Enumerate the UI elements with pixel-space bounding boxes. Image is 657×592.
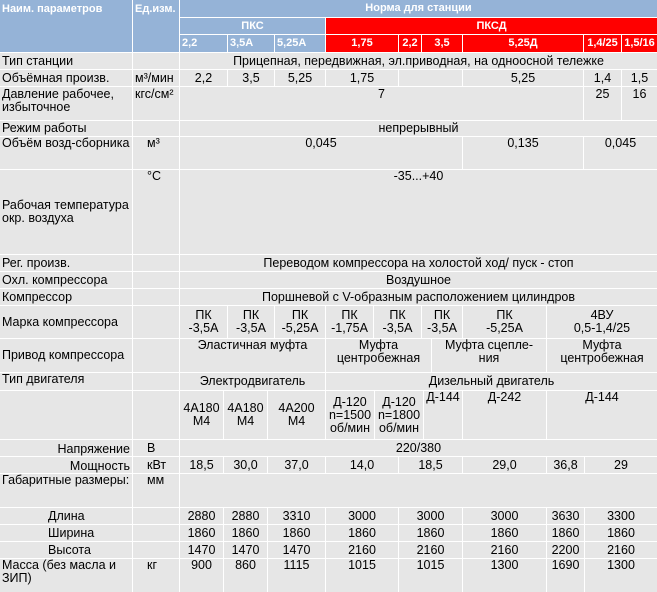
mass-value: 1300	[463, 559, 546, 592]
mark-model: -5,25А	[486, 321, 523, 335]
length-value: 3300	[585, 508, 657, 524]
unit-temperature: °С	[133, 170, 179, 254]
drive-value: Муфта центробежная	[326, 339, 431, 372]
length-value: 2880	[224, 508, 267, 524]
mass-value: 860	[224, 559, 267, 592]
label-temperature: Рабочая температура окр. воздуха	[0, 170, 132, 254]
mark-cell	[228, 306, 274, 338]
width-value: 1860	[224, 525, 267, 541]
header-model-d-3-5: 3,5	[422, 35, 462, 52]
header-param: Наим. параметров	[0, 0, 132, 52]
engine-model: Д-242	[463, 391, 546, 439]
unit-station-type	[133, 53, 179, 69]
width-value: 1860	[326, 525, 398, 541]
engine-model	[180, 391, 223, 439]
unit-width	[133, 525, 179, 541]
volume-value: 3,5	[228, 70, 274, 86]
drive-value: Муфта центробежная	[547, 339, 657, 372]
value-voltage: 220/380	[180, 440, 657, 456]
height-value: 2160	[585, 542, 657, 558]
unit-length	[133, 508, 179, 524]
header-model-d-2-2: 2,2	[399, 35, 421, 52]
engine-model-line: Д-120	[382, 394, 416, 409]
engine-model-line: 4А180	[227, 401, 264, 415]
unit-dimensions: мм	[133, 474, 179, 507]
mark-name: ПК	[242, 308, 260, 322]
unit-compressor	[133, 289, 179, 305]
unit-engine-type	[133, 373, 179, 390]
engine-model	[375, 391, 423, 439]
power-value: 18,5	[399, 457, 462, 473]
header-model-2-2: 2,2	[180, 35, 227, 52]
volume-value: 1,75	[326, 70, 398, 86]
volume-value: 5,25	[275, 70, 325, 86]
receiver-value: 0,135	[463, 137, 583, 169]
mark-cell	[275, 306, 325, 338]
unit-height	[133, 542, 179, 558]
header-model-1-75: 1,75	[326, 35, 398, 52]
drive-value: Эластичная муфта	[180, 339, 325, 372]
label-pressure: Давление рабочее, избыточное	[0, 87, 132, 120]
receiver-value: 0,045	[584, 137, 657, 169]
mass-value: 1015	[326, 559, 398, 592]
length-value: 3000	[399, 508, 462, 524]
volume-value: 1,4	[584, 70, 621, 86]
value-cooling: Воздушное	[180, 272, 657, 288]
length-value: 3000	[326, 508, 398, 524]
length-value: 3630	[547, 508, 584, 524]
header-model-3-5a: 3,5А	[228, 35, 274, 52]
label-engine-models	[0, 391, 132, 439]
volume-value: 1,5	[622, 70, 657, 86]
unit-pressure: кгс/см²	[133, 87, 179, 120]
header-pksd: ПКСД	[326, 18, 657, 34]
engine-model-line: об/мин	[378, 420, 420, 435]
power-value: 18,5	[180, 457, 223, 473]
value-temperature: -35...+40	[180, 170, 657, 254]
engine-model-line: М4	[192, 414, 211, 428]
length-value: 3000	[463, 508, 546, 524]
mark-cell	[547, 306, 657, 338]
mark-name: ПК	[291, 308, 309, 322]
volume-value: 5,25	[463, 70, 583, 86]
label-mode: Режим работы	[0, 121, 132, 136]
engine-model: Д-144	[424, 391, 462, 439]
mark-model: -3,5А	[382, 321, 413, 335]
pressure-value: 7	[180, 87, 583, 120]
unit-cooling	[133, 272, 179, 288]
power-value: 37,0	[268, 457, 325, 473]
width-value: 1860	[463, 525, 546, 541]
mass-value: 900	[180, 559, 223, 592]
unit-engine-models	[133, 391, 179, 439]
mark-name: 4ВУ	[590, 308, 614, 322]
height-value: 2160	[326, 542, 398, 558]
label-power: Мощность	[0, 457, 132, 473]
power-value: 14,0	[326, 457, 398, 473]
pressure-value: 25	[584, 87, 621, 120]
volume-value: 2,2	[180, 70, 227, 86]
mass-value: 1015	[399, 559, 462, 592]
unit-compressor-drive	[133, 339, 179, 372]
unit-regulation	[133, 255, 179, 271]
volume-empty	[399, 70, 462, 86]
value-regulation: Переводом компрессора на холостой ход/ пуск - стоп	[180, 255, 657, 271]
width-value: 1860	[585, 525, 657, 541]
label-compressor: Компрессор	[0, 289, 132, 305]
mark-cell	[422, 306, 462, 338]
unit-voltage: В	[133, 440, 179, 456]
unit-receiver: м³	[133, 137, 179, 169]
mark-model: -5,25А	[281, 321, 319, 335]
engine-model-line: 4А200	[278, 401, 315, 415]
height-value: 1470	[224, 542, 267, 558]
header-model-1-5-16: 1,5/16	[622, 35, 657, 52]
mark-model: -1,75А	[331, 321, 368, 335]
label-regulation: Рег. произв.	[0, 255, 132, 271]
mark-name: ПК	[389, 308, 406, 322]
power-value: 29	[585, 457, 657, 473]
mark-cell	[374, 306, 421, 338]
label-length: Длина	[0, 508, 132, 524]
engine-model: Д-144	[547, 391, 657, 439]
label-volume: Объёмная произв.	[0, 70, 132, 86]
width-value: 1860	[547, 525, 584, 541]
header-pks: ПКС	[180, 18, 325, 34]
label-dimensions: Габаритные размеры:	[0, 474, 132, 507]
label-height: Высота	[0, 542, 132, 558]
label-station-type: Тип станции	[0, 53, 132, 69]
mark-cell	[463, 306, 546, 338]
mass-value: 1690	[547, 559, 584, 592]
value-station-type: Прицепная, передвижная, эл.приводная, на одноосной тележке	[180, 53, 657, 69]
unit-mass: кг	[133, 559, 179, 592]
pressure-value: 16	[622, 87, 657, 120]
mass-value: 1115	[268, 559, 325, 592]
mark-cell	[326, 306, 373, 338]
engine-model-line: n=1500	[328, 407, 372, 422]
unit-volume: м³/мин	[133, 70, 179, 86]
drive-value: Муфта сцепле-ния	[432, 339, 546, 372]
mark-model: -3,5А	[188, 321, 219, 335]
header-model-5-25a: 5,25А	[275, 35, 325, 52]
value-mode: непрерывный	[180, 121, 657, 136]
value-compressor: Поршневой с V-образным расположением цилиндров	[180, 289, 657, 305]
height-value: 2160	[463, 542, 546, 558]
label-width: Ширина	[0, 525, 132, 541]
label-voltage: Напряжение	[0, 440, 132, 456]
unit-mode	[133, 121, 179, 136]
height-value: 2160	[399, 542, 462, 558]
engine-model	[224, 391, 267, 439]
length-value: 3310	[268, 508, 325, 524]
unit-power: кВт	[133, 457, 179, 473]
header-norm: Норма для станции	[180, 0, 657, 17]
engine-model-line: М4	[287, 414, 306, 428]
height-value: 1470	[180, 542, 223, 558]
mark-model: 0,5-1,4/25	[573, 321, 631, 335]
label-mass: Масса (без масла и ЗИП)	[0, 559, 132, 592]
header-model-1-4-25: 1,4/25	[584, 35, 621, 52]
engine-model	[326, 391, 374, 439]
label-engine-type: Тип двигателя	[0, 373, 132, 390]
height-value: 1470	[268, 542, 325, 558]
engine-model-line: 4А180	[183, 401, 220, 415]
power-value: 36,8	[547, 457, 584, 473]
receiver-value: 0,045	[180, 137, 462, 169]
mark-name: ПК	[496, 308, 513, 322]
length-value: 2880	[180, 508, 223, 524]
label-compressor-drive: Привод компрессора	[0, 339, 132, 372]
mark-model: -3,5А	[236, 321, 266, 335]
engine-model-line: М4	[236, 414, 255, 428]
label-cooling: Охл. компрессора	[0, 272, 132, 288]
mark-name: ПК	[195, 308, 212, 322]
mark-name: ПК	[433, 308, 451, 322]
mark-name: ПК	[341, 308, 358, 322]
header-model-5-25d: 5,25Д	[463, 35, 583, 52]
header-unit: Ед.изм.	[133, 0, 179, 52]
mark-cell	[180, 306, 227, 338]
engine-model	[268, 391, 325, 439]
engine-electric: Электродвигатель	[180, 373, 325, 390]
engine-model-line: об/мин	[329, 420, 371, 435]
unit-compressor-mark	[133, 306, 179, 338]
engine-diesel: Дизельный двигатель	[326, 373, 657, 390]
width-value: 1860	[399, 525, 462, 541]
width-value: 1860	[180, 525, 223, 541]
dimensions-empty	[180, 474, 657, 507]
power-value: 29,0	[463, 457, 546, 473]
height-value: 2200	[547, 542, 584, 558]
engine-model-line: Д-120	[333, 394, 367, 409]
mark-model: -3,5А	[427, 321, 457, 335]
label-receiver: Объём возд-сборника	[0, 137, 132, 169]
power-value: 30,0	[224, 457, 267, 473]
engine-model-line: n=1800	[377, 407, 421, 422]
width-value: 1860	[268, 525, 325, 541]
mass-value: 1300	[585, 559, 657, 592]
label-compressor-mark: Марка компрессора	[0, 306, 132, 338]
